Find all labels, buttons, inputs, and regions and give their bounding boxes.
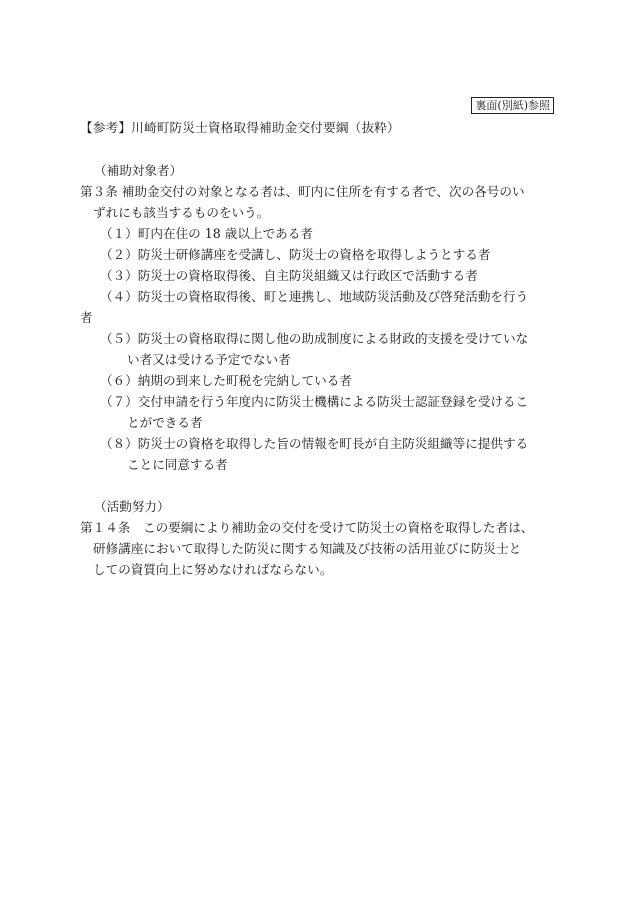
section-heading-eligibility: （補助対象者） [94,163,183,178]
list-item-4: （４）防災士の資格取得後、町と連携し、地域防災活動及び啓発活動を行う [100,289,529,304]
section-heading-activity: （活動努力） [94,499,170,514]
list-item-8-continuation: ことに同意する者 [127,457,228,472]
article-14-line-3: しての資質向上に努めなければならない。 [93,562,333,577]
list-item-8: （８）防災士の資格を取得した旨の情報を町長が自主防災組織等に提供する [100,436,529,451]
list-item-4-continuation: 者 [80,310,93,325]
section-spacer [80,475,555,496]
reference-box: 裏面(別紙)参照 [471,97,554,114]
article-14-line-1: 第１４条 この要綱により補助金の交付を受けて防災士の資格を取得した者は、 [80,520,534,535]
list-item-5: （５）防災士の資格取得に関し他の助成制度による財政的支援を受けていな [100,331,529,346]
document-title: 【参考】川崎町防災士資格取得補助金交付要綱（抜粋） [80,120,400,135]
list-item-1: （１）町内在住の 18 歳以上である者 [100,226,313,241]
list-item-6: （６）納期の到来した町税を完納している者 [100,373,352,388]
article-3-line-2: ずれにも該当するものをいう。 [93,205,270,220]
list-item-2: （２）防災士研修講座を受講し、防災士の資格を取得しようとする者 [100,247,491,262]
list-item-7-continuation: とができる者 [127,415,203,430]
list-item-5-continuation: い者又は受ける予定でない者 [127,352,291,367]
article-14-line-2: 研修講座において取得した防災に関する知識及び技術の活用並びに防災士と [93,541,522,556]
document-body [80,160,555,580]
list-item-7: （７）交付申請を行う年度内に防災士機構による防災士認証登録を受けるこ [100,394,529,409]
article-3-line-1: 第３条 補助金交付の対象となる者は、町内に住所を有する者で、次の各号のい [80,184,525,199]
list-item-3: （３）防災士の資格取得後、自主防災組織又は行政区で活動する者 [100,268,478,283]
